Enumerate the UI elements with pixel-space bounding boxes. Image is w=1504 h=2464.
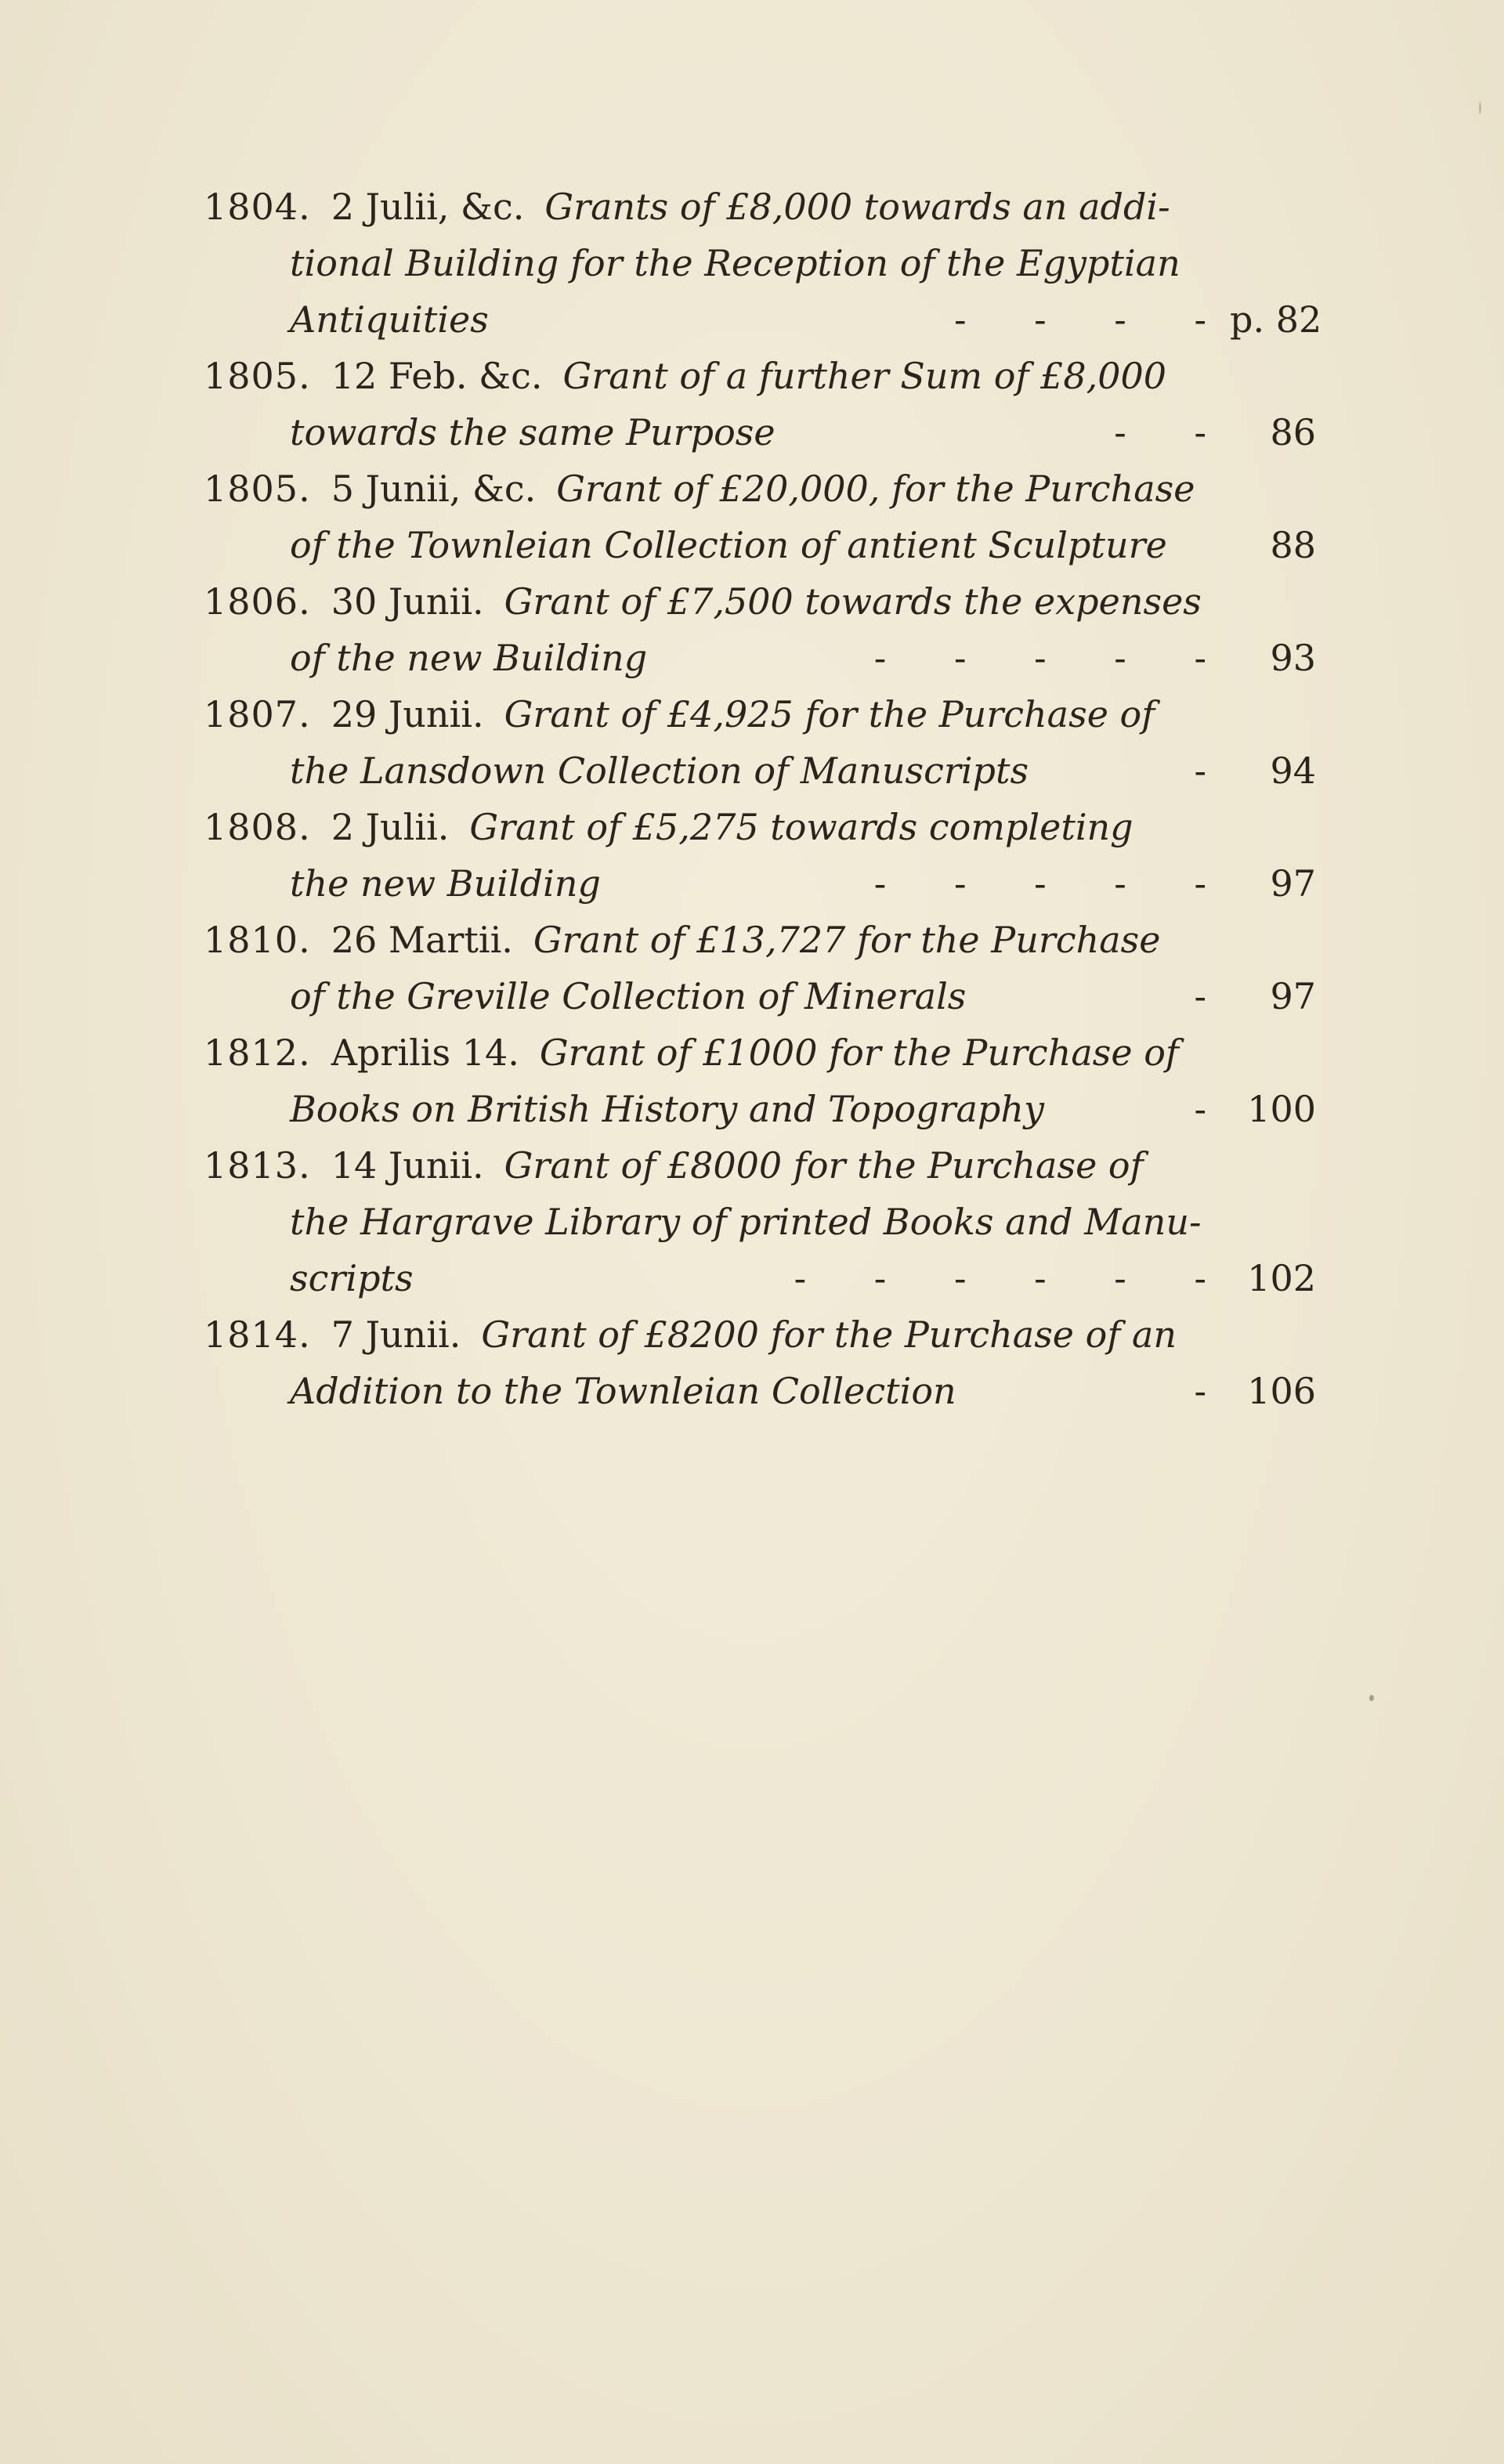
entry-year: 1813. xyxy=(204,1144,311,1187)
entry-description: Grants of £8,000 towards an addi- xyxy=(544,186,1170,228)
entry-continuation-line xyxy=(204,742,1316,799)
entry-description: Antiquities xyxy=(290,298,489,341)
entry-description: Grant of £5,275 towards completing xyxy=(469,806,1133,848)
paper-speck xyxy=(1369,1695,1374,1701)
dot-leaders: - - - - xyxy=(953,298,1206,341)
entry-description: tional Building for the Reception of the Egyptian xyxy=(290,242,1180,284)
entry-description: Addition to the Townleian Collection xyxy=(290,1370,956,1412)
entry-description: Grant of £13,727 for the Purchase xyxy=(533,919,1161,961)
dot-leaders: - xyxy=(1194,975,1206,1017)
entry-description: Grant of a further Sum of £8,000 xyxy=(562,355,1167,397)
entry-description: scripts xyxy=(290,1257,414,1299)
entry-continuation-line xyxy=(204,291,1322,348)
entry-continuation-line xyxy=(204,968,1316,1024)
grant-entry xyxy=(204,179,1322,348)
entry-date: 26 Martii. xyxy=(331,919,513,961)
grant-entry xyxy=(204,461,1316,573)
grant-entry xyxy=(204,912,1316,1024)
entry-year: 1810. xyxy=(204,919,311,961)
entry-year: 1804. xyxy=(204,186,311,228)
entry-continuation-line xyxy=(204,855,1316,912)
entry-description: the new Building xyxy=(290,862,601,905)
entry-description: the Hargrave Library of printed Books and Manu- xyxy=(290,1201,1202,1243)
entry-date: Aprilis 14. xyxy=(331,1031,519,1074)
page-number: 94 xyxy=(1270,750,1316,792)
entry-continuation-line xyxy=(204,517,1316,573)
dot-leaders: - xyxy=(1194,750,1206,792)
entry-first-line xyxy=(204,461,1316,517)
page-number: 88 xyxy=(1270,524,1316,566)
entry-continuation-line xyxy=(204,235,1316,291)
entry-description: Grant of £8000 for the Purchase of xyxy=(504,1144,1144,1187)
entry-first-line xyxy=(204,179,1316,235)
entry-continuation-line xyxy=(204,1194,1316,1250)
entry-date: 2 Julii. xyxy=(331,806,450,848)
entry-description: of the Townleian Collection of antient Sculpture xyxy=(290,524,1167,566)
entry-first-line xyxy=(204,799,1316,855)
entry-date: 12 Feb. &c. xyxy=(331,355,543,397)
entry-description: Grant of £4,925 for the Purchase of xyxy=(504,693,1155,735)
grant-entry xyxy=(204,1137,1316,1306)
dot-leaders: - xyxy=(1194,1370,1206,1412)
entry-year: 1805. xyxy=(204,355,311,397)
entry-continuation-line xyxy=(204,1250,1316,1306)
entry-description: Grant of £20,000, for the Purchase xyxy=(556,468,1195,510)
entry-continuation-line xyxy=(204,404,1316,461)
page-number: 93 xyxy=(1270,637,1316,679)
dot-leaders: - - - - - xyxy=(873,637,1206,679)
entry-year: 1812. xyxy=(204,1031,311,1074)
page-number: p. 82 xyxy=(1230,298,1322,341)
entry-first-line xyxy=(204,573,1316,630)
dot-leaders: - - xyxy=(1114,411,1206,453)
page-number: 97 xyxy=(1270,862,1316,905)
entry-continuation-line xyxy=(204,1081,1316,1137)
entry-first-line xyxy=(204,1137,1316,1194)
entry-date: 5 Junii, &c. xyxy=(331,468,537,510)
entry-date: 7 Junii. xyxy=(331,1313,461,1356)
paper-speck xyxy=(1479,102,1481,114)
entry-year: 1806. xyxy=(204,580,311,623)
grant-entry xyxy=(204,573,1316,686)
grant-entry xyxy=(204,686,1316,799)
entry-description: the Lansdown Collection of Manuscripts xyxy=(290,750,1029,792)
entry-description: of the Greville Collection of Minerals xyxy=(290,975,967,1017)
entry-continuation-line xyxy=(204,630,1316,686)
entry-description: Books on British History and Topography xyxy=(290,1088,1044,1130)
entry-first-line xyxy=(204,1024,1316,1081)
page-number: 100 xyxy=(1247,1088,1316,1130)
dot-leaders: - - - - - - xyxy=(794,1257,1206,1299)
entry-date: 14 Junii. xyxy=(331,1144,484,1187)
entry-date: 2 Julii, &c. xyxy=(331,186,525,228)
grants-list xyxy=(204,179,1322,1419)
entry-year: 1807. xyxy=(204,693,311,735)
grant-entry xyxy=(204,799,1316,912)
entry-year: 1808. xyxy=(204,806,311,848)
entry-first-line xyxy=(204,912,1316,968)
dot-leaders: - - - - - xyxy=(873,862,1206,905)
entry-description: of the new Building xyxy=(290,637,648,679)
grant-entry xyxy=(204,1306,1316,1419)
entry-continuation-line xyxy=(204,1363,1316,1419)
entry-year: 1805. xyxy=(204,468,311,510)
grant-entry xyxy=(204,1024,1316,1137)
entry-year: 1814. xyxy=(204,1313,311,1356)
page-number: 86 xyxy=(1270,411,1316,453)
entry-date: 29 Junii. xyxy=(331,693,484,735)
entry-description: Grant of £1000 for the Purchase of xyxy=(539,1031,1179,1074)
page-number: 106 xyxy=(1247,1370,1316,1412)
entry-description: Grant of £7,500 towards the expenses xyxy=(504,580,1202,623)
page-number: 97 xyxy=(1270,975,1316,1017)
grant-entry xyxy=(204,348,1316,461)
entry-first-line xyxy=(204,1306,1316,1363)
entry-first-line xyxy=(204,686,1316,742)
entry-description: Grant of £8200 for the Purchase of an xyxy=(481,1313,1177,1356)
entry-first-line xyxy=(204,348,1316,404)
dot-leaders: - xyxy=(1194,1088,1206,1130)
entry-date: 30 Junii. xyxy=(331,580,484,623)
entry-description: towards the same Purpose xyxy=(290,411,776,453)
page-number: 102 xyxy=(1247,1257,1316,1299)
